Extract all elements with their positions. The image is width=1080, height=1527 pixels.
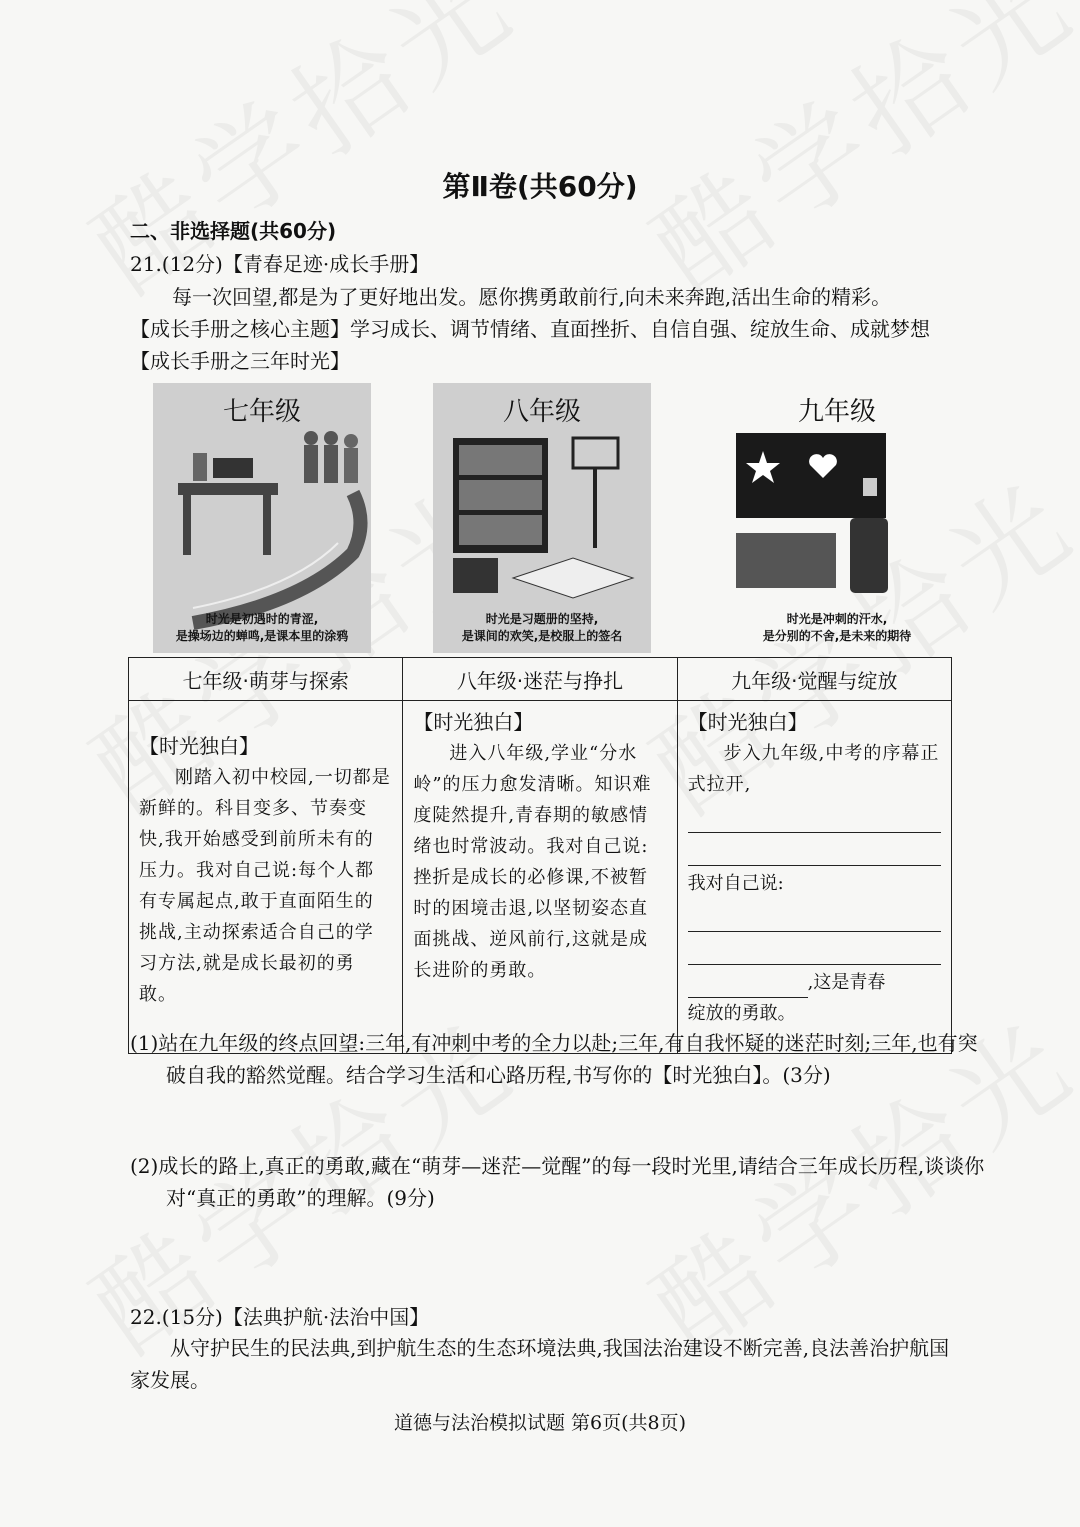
answer-blank[interactable] [688, 934, 941, 965]
table-header-grade8: 八年级·迷茫与挣扎 [403, 658, 677, 701]
question-22-header: 22.(15分)【法典护航·法治中国】 [130, 1305, 430, 1329]
grade9-cell-end-line [688, 967, 941, 998]
grade7-label: 七年级 [222, 397, 301, 427]
grade9-illustration [728, 383, 946, 653]
grade9-cell-end: ,这是青春 [807, 972, 886, 993]
page-title: 第Ⅱ卷(共60分) [442, 170, 638, 203]
grade7-cell-text: 刚踏入初中校园,一切都是新鲜的。科目变多、节奏变快,我开始感受到前所未有的压力。我对自己说:每个人都有专属起点,敢于直面陌生的挑战,主动探索适合自己的学习方法,就是成长最初的勇敢。 [139, 767, 391, 1005]
grade9-caption-line2: 是分别的不舍,是未来的期待 [762, 629, 912, 643]
grade8-cell-text: 进入八年级,学业“分水岭”的压力愈发清晰。知识难度陡然提升,青春期的敏感情绪也时常波动。我对自己说:挫折是成长的必修课,不被暂时的困境击退,以坚韧姿态直面挑战、逆风前行,这就是成长进阶的勇敢。 [413, 743, 652, 981]
grade8-caption [433, 611, 651, 645]
grade8-cell-heading: 【时光独白】 [413, 710, 534, 734]
grade8-caption-line1: 时光是习题册的坚持, [485, 612, 599, 626]
grade9-label: 九年级 [797, 397, 876, 427]
grade9-cell-last: 绽放的勇敢。 [687, 1003, 796, 1024]
grade8-caption-line2: 是课间的欢笑,是校服上的签名 [461, 629, 623, 643]
grade7-caption [153, 611, 371, 645]
question-21-intro: 每一次回望,都是为了更好地出发。愿你携勇敢前行,向未来奔跑,活出生命的精彩。 [172, 285, 892, 309]
grade8-label: 八年级 [502, 397, 581, 427]
grade-reflection-table [128, 657, 952, 1054]
grade8-illustration [433, 383, 651, 653]
grade9-cell-mid: 我对自己说: [687, 873, 784, 894]
question-21-header: 21.(12分)【青春足迹·成长手册】 [130, 252, 430, 276]
watermark [618, 0, 1080, 321]
grade9-caption-line1: 时光是冲刺的汗水, [786, 612, 888, 626]
section-title: 二、非选择题(共60分) [130, 219, 337, 243]
grade7-caption-line2: 是操场边的蝉鸣,是课本里的涂鸦 [175, 629, 349, 643]
page-footer: 道德与法治模拟试题 第6页(共8页) [393, 1412, 687, 1434]
grade7-caption-line1: 时光是初遇时的青涩, [205, 612, 319, 626]
grade9-cell-heading: 【时光独白】 [687, 710, 808, 734]
answer-blank[interactable] [688, 802, 941, 833]
grade7-cell-heading: 【时光独白】 [139, 734, 259, 758]
table-header-grade9: 九年级·觉醒与绽放 [677, 658, 951, 701]
answer-blank[interactable] [688, 977, 808, 998]
subquestion-1: (1)站在九年级的终点回望:三年,有冲刺中考的全力以赴;三年,有自我怀疑的迷茫时刻;三年,也有突破自我的豁然觉醒。结合学习生活和心路历程,书写你的【时光独白】。(3分) [130, 1031, 978, 1087]
grade9-cell-start: 步入九年级,中考的序幕正式拉开, [687, 743, 940, 795]
answer-blank[interactable] [688, 901, 941, 932]
grade8-cell [403, 701, 677, 1054]
grade7-illustration [153, 383, 371, 653]
subquestion-2: (2)成长的路上,真正的勇敢,藏在“萌芽—迷茫—觉醒”的每一段时光里,请结合三年成长历程,谈谈你对“真正的勇敢”的理解。(9分) [130, 1154, 985, 1210]
three-years-heading: 【成长手册之三年时光】 [130, 349, 350, 373]
core-theme: 【成长手册之核心主题】学习成长、调节情绪、直面挫折、自信自强、绽放生命、成就梦想 [130, 317, 930, 341]
answer-blank[interactable] [688, 835, 941, 866]
table-header-grade7: 七年级·萌芽与探索 [129, 658, 403, 701]
grade7-cell [129, 701, 403, 1054]
question-22-intro: 从守护民生的民法典,到护航生态的生态环境法典,我国法治建设不断完善,良法善治护航国家发展。 [130, 1336, 950, 1392]
grade9-caption [728, 611, 946, 645]
grade9-cell [677, 701, 951, 1054]
